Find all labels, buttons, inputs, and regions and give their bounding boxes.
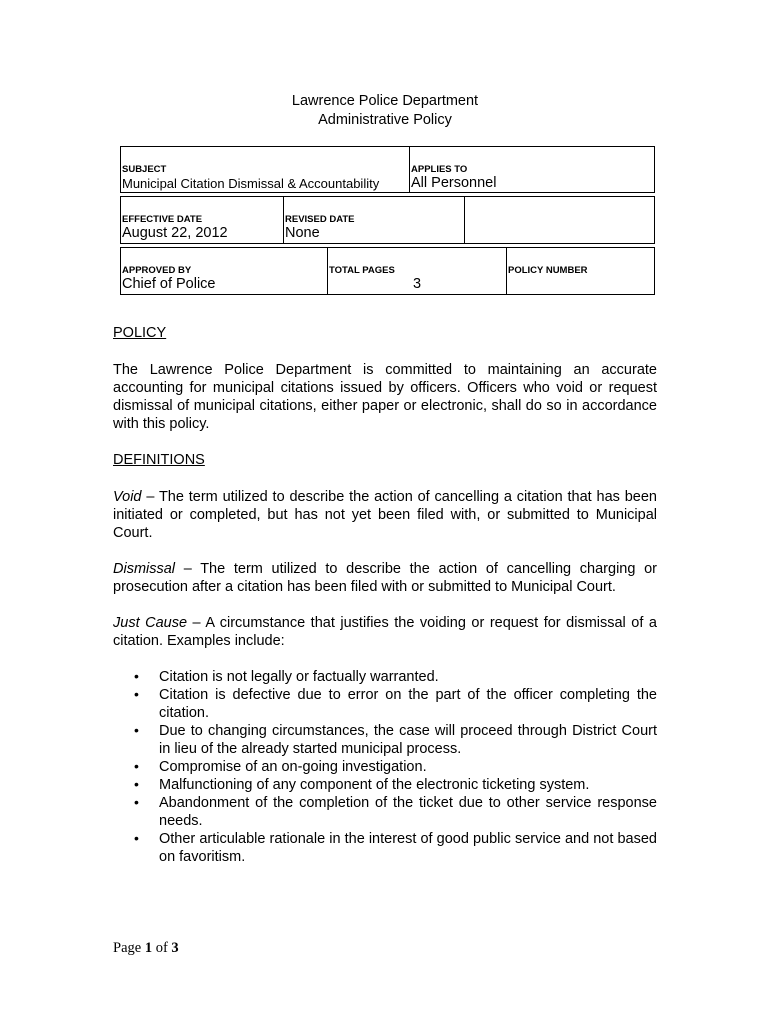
subject-label: SUBJECT: [122, 164, 167, 175]
bullet-icon: •: [134, 794, 139, 810]
subject-cell: [121, 147, 410, 192]
list-item-text: Malfunctioning of any component of the electronic ticketing system.: [159, 777, 590, 793]
effective-date-value: August 22, 2012: [122, 225, 228, 241]
bullet-icon: •: [134, 758, 139, 774]
list-item: [113, 668, 657, 686]
policy-table-row-1: [120, 146, 655, 193]
approved-by-cell: [121, 248, 328, 294]
list-item-text: Citation is defective due to error on the part of the officer completing the citation.: [159, 687, 657, 721]
policy-number-label: POLICY NUMBER: [508, 265, 588, 276]
total-pages-label: TOTAL PAGES: [329, 265, 395, 276]
applies-to-cell: [409, 147, 655, 192]
just-cause-text: – A circumstance that justifies the voiding or request for dismissal of a citation. Examples include:: [113, 615, 657, 649]
list-item-text: Abandonment of the completion of the ticket due to other service response needs.: [159, 795, 657, 829]
page-word: Page: [113, 940, 142, 956]
list-item: [113, 758, 657, 776]
policy-heading: POLICY: [113, 325, 167, 341]
definitions-heading: DEFINITIONS: [113, 452, 205, 468]
subject-value: Municipal Citation Dismissal & Accountability: [122, 176, 380, 191]
revised-date-value: None: [285, 225, 320, 241]
approved-by-label: APPROVED BY: [122, 265, 192, 276]
bullet-icon: •: [134, 830, 139, 846]
void-term: Void: [113, 489, 142, 505]
list-item-text: Citation is not legally or factually warranted.: [159, 669, 439, 685]
page-footer: [113, 940, 179, 957]
of-word: of: [155, 940, 168, 956]
just-cause-term: Just Cause: [113, 615, 188, 631]
list-item: [113, 794, 657, 830]
approved-by-value: Chief of Police: [122, 276, 216, 292]
applies-to-label: APPLIES TO: [411, 164, 468, 175]
list-item: [113, 776, 657, 794]
list-item: [113, 830, 657, 866]
revised-date-label: REVISED DATE: [285, 214, 355, 225]
effective-date-label: EFFECTIVE DATE: [122, 214, 203, 225]
policy-text: The Lawrence Police Department is committed to maintaining an accurate accounting for municipal citations issued by officers. Officers who void or request dismissal of municipal citations, either paper or electronic, shall do so in accordance with this policy.: [113, 362, 657, 432]
list-item-text: Compromise of an on-going investigation.: [159, 759, 427, 775]
page-number: 1: [144, 940, 153, 956]
list-item-text: Other articulable rationale in the interest of good public service and not based on favoritism.: [159, 831, 657, 865]
list-item: [113, 722, 657, 758]
bullet-icon: •: [134, 686, 139, 702]
dismissal-definition: [113, 560, 657, 596]
bullet-icon: •: [134, 722, 139, 738]
dismissal-text: – The term utilized to describe the action of cancelling charging or prosecution after a citation has been filed with or submitted to Municipal Court.: [113, 561, 657, 595]
revised-date-cell: [283, 197, 465, 243]
applies-to-value: All Personnel: [411, 175, 497, 191]
total-pages-cell: [327, 248, 507, 294]
void-definition: [113, 488, 657, 542]
bullet-icon: •: [134, 776, 139, 792]
department-name: Lawrence Police Department: [291, 93, 479, 109]
list-item: [113, 686, 657, 722]
list-item-text: Due to changing circumstances, the case will proceed through District Court in lieu of the already started municipal process.: [159, 723, 657, 757]
empty-cell: [464, 197, 655, 243]
policy-table-row-3: [120, 247, 655, 295]
page-total: 3: [171, 940, 179, 956]
total-pages-value: 3: [413, 276, 422, 292]
policy-table-row-2: [120, 196, 655, 244]
bullet-icon: •: [134, 668, 139, 684]
just-cause-definition: [113, 614, 657, 650]
dismissal-term: Dismissal: [113, 561, 176, 577]
document-type: Administrative Policy: [318, 112, 452, 128]
effective-date-cell: [121, 197, 284, 243]
just-cause-examples-list: [113, 668, 657, 866]
void-text: – The term utilized to describe the action of cancelling a citation that has been initiated or completed, but has not yet been filed with, or submitted to Municipal Court.: [113, 489, 657, 541]
policy-number-cell: [506, 248, 655, 294]
